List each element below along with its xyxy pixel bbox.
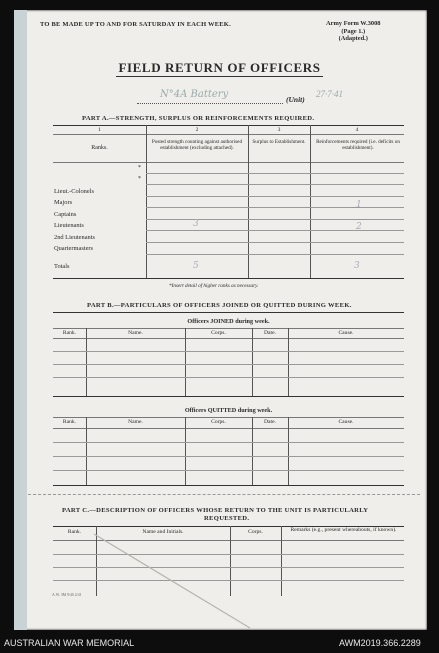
partc-col-rank: Rank. bbox=[67, 529, 82, 535]
totals-label: Totals bbox=[54, 263, 70, 270]
star-row-1: * bbox=[138, 165, 141, 171]
rank-majors: Majors bbox=[54, 199, 73, 206]
quitted-col-rank: Rank. bbox=[62, 419, 77, 425]
form-instruction: TO BE MADE UP TO AND FOR SATURDAY IN EACH WEEK. bbox=[40, 21, 231, 28]
col-num-3: 3 bbox=[277, 127, 281, 133]
joined-col-cause: Cause. bbox=[338, 330, 354, 336]
quitted-title: Officers QUITTED during week. bbox=[184, 407, 273, 414]
partc-col-corps: Corps. bbox=[248, 529, 263, 535]
form-title: FIELD RETURN OF OFFICERS bbox=[118, 60, 321, 75]
footer-accession-number: AWM2019.366.2289 bbox=[339, 638, 421, 648]
part-c-heading-line1: PART C.—DESCRIPTION OF OFFICERS WHOSE RETURN TO THE UNIT IS PARTICULARLY bbox=[62, 507, 369, 514]
joined-col-name: Name. bbox=[128, 330, 143, 336]
part-b-heading: PART B.—PARTICULARS OF OFFICERS JOINED OR QUITTED DURING WEEK. bbox=[87, 302, 352, 309]
hand-captains-reinforcements: 1 bbox=[356, 200, 362, 210]
form-page: (Page 1.) bbox=[341, 27, 366, 35]
rank-captains: Captains bbox=[54, 211, 77, 218]
rank-2nd-lieutenants: 2nd Lieutenants bbox=[54, 234, 95, 241]
col-head-surplus: Surplus to Establishment. bbox=[252, 139, 306, 145]
form-adapted: (Adapted.) bbox=[338, 35, 368, 42]
joined-col-rank: Rank. bbox=[62, 330, 77, 336]
unit-label: (Unit) bbox=[286, 95, 305, 104]
star-row-2: * bbox=[138, 176, 141, 182]
col-num-2: 2 bbox=[195, 127, 199, 133]
part-a-footnote: *Insert detail of higher ranks as necessary. bbox=[169, 283, 259, 289]
part-c-heading-line2: REQUESTED. bbox=[204, 515, 250, 522]
quitted-col-cause: Cause. bbox=[338, 419, 354, 425]
col-num-4: 4 bbox=[355, 127, 359, 133]
col-head-reinforcements: Reinforcements required (i.e. deficits on establishment). bbox=[316, 139, 400, 151]
rank-quartermasters: Quartermasters bbox=[54, 245, 94, 252]
hand-lieutenants-reinforcements: 2 bbox=[356, 222, 362, 232]
rank-lieutenants: Lieutenants bbox=[54, 222, 84, 229]
hand-total-posted: 5 bbox=[193, 261, 199, 271]
col-head-posted: Posted strength counting against authorised establishment (excluding attached). bbox=[151, 139, 243, 151]
col-num-1: 1 bbox=[98, 127, 101, 133]
date-handwritten: 27·7·41 bbox=[316, 89, 343, 99]
quitted-col-date: Date. bbox=[264, 419, 276, 425]
print-note: A.W. 3M 9/40 2/41 bbox=[52, 593, 82, 597]
joined-col-date: Date. bbox=[264, 330, 276, 336]
quitted-col-name: Name. bbox=[128, 419, 143, 425]
col-head-ranks: Ranks. bbox=[91, 145, 108, 151]
partc-col-remarks: Remarks (e.g., present whereabouts, if known). bbox=[290, 527, 397, 533]
quitted-col-corps: Corps. bbox=[211, 419, 226, 425]
joined-title: Officers JOINED during week. bbox=[187, 318, 270, 325]
hand-lieutenants-posted: 3 bbox=[193, 219, 199, 229]
form-number: Army Form W.3008 bbox=[326, 20, 381, 27]
joined-col-corps: Corps. bbox=[211, 330, 226, 336]
hand-total-reinforcements: 3 bbox=[354, 261, 360, 271]
rank-lieut-colonels: Lieut.-Colonels bbox=[54, 188, 94, 195]
footer-institution: AUSTRALIAN WAR MEMORIAL bbox=[4, 638, 135, 648]
partc-col-name: Name and Initials. bbox=[142, 529, 184, 535]
unit-handwritten: N°4A Battery bbox=[160, 89, 229, 100]
part-a-heading: PART A.—STRENGTH, SURPLUS OR REINFORCEMENTS REQUIRED. bbox=[82, 115, 315, 122]
